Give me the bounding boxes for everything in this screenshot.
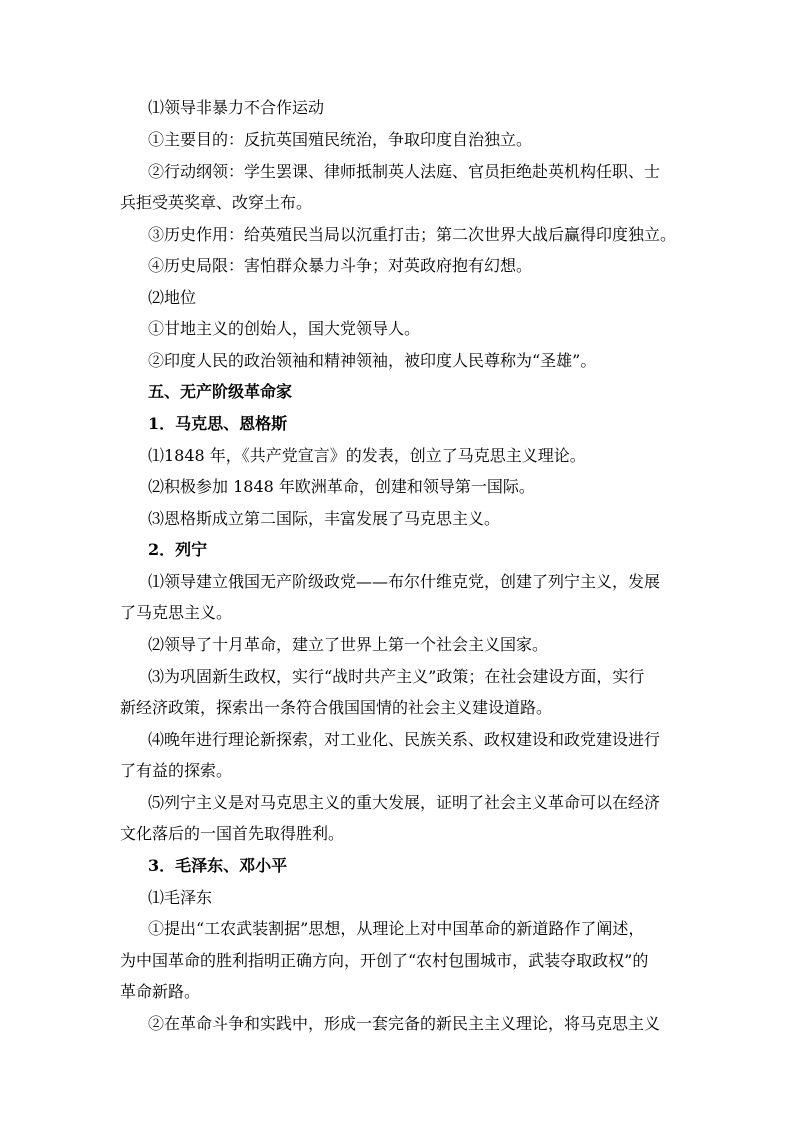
paragraph-line: 了有益的探索。 — [120, 761, 233, 780]
paragraph-line: 了马克思主义。 — [120, 603, 233, 622]
paragraph-line: ①甘地主义的创始人，国大党领导人。 — [148, 319, 421, 338]
paragraph-line: ①提出“工农武装割据”思想，从理论上对中国革命的新道路作了阐述， — [148, 919, 645, 938]
subheading-status: ⑵地位 — [148, 288, 197, 307]
paragraph-line: ⑷晚年进行理论新探索，对工业化、民族关系、政权建设和政党建设进行 — [148, 730, 661, 749]
subheading-mao: ⑴毛泽东 — [148, 888, 213, 907]
topic-heading: 3．毛泽东、邓小平 — [148, 856, 288, 875]
paragraph-line: ②印度人民的政治领袖和精神领袖，被印度人民尊称为“圣雄”。 — [148, 351, 597, 370]
paragraph-line: ①主要目的：反抗英国殖民统治，争取印度自治独立。 — [148, 130, 533, 149]
topic-heading: 1．马克思、恩格斯 — [148, 414, 288, 433]
paragraph-line: 文化落后的一国首先取得胜利。 — [120, 824, 345, 843]
paragraph-line: ⑴领导建立俄国无产阶级政党——布尔什维克党，创建了列宁主义，发展 — [148, 572, 661, 591]
paragraph-line: ⑵积极参加 1848 年欧洲革命，创建和领导第一国际。 — [148, 477, 535, 496]
paragraph-line: 兵拒受英奖章、改穿土布。 — [120, 193, 313, 212]
paragraph-line: 为中国革命的胜利指明正确方向，开创了“农村包围城市，武装夺取政权”的 — [120, 951, 649, 970]
paragraph-line: ③历史作用：给英殖民当局以沉重打击；第二次世界大战后赢得印度独立。 — [148, 225, 677, 244]
paragraph-line: ⑶为巩固新生政权，实行“战时共产主义”政策；在社会建设方面，实行 — [148, 667, 645, 686]
paragraph-line: ②在革命斗争和实践中，形成一套完备的新民主主义理论，将马克思主义 — [148, 1014, 661, 1033]
paragraph-line: 革命新路。 — [120, 982, 201, 1001]
paragraph-line: ⑵领导了十月革命，建立了世界上第一个社会主义国家。 — [148, 635, 549, 654]
paragraph-line: ②行动纲领：学生罢课、律师抵制英人法庭、官员拒绝赴英机构任职、士 — [148, 162, 661, 181]
paragraph-line: ⑸列宁主义是对马克思主义的重大发展，证明了社会主义革命可以在经济 — [148, 793, 661, 812]
paragraph-line: ④历史局限：害怕群众暴力斗争；对英政府抱有幻想。 — [148, 256, 533, 275]
paragraph-line: 新经济政策，探索出一条符合俄国国情的社会主义建设道路。 — [120, 698, 553, 717]
paragraph-line: ⑴1848 年，《共产党宣言》的发表，创立了马克思主义理论。 — [148, 446, 586, 465]
subheading-nonviolence: ⑴领导非暴力不合作运动 — [148, 98, 325, 117]
section-heading: 五、无产阶级革命家 — [148, 382, 293, 401]
paragraph-line: ⑶恩格斯成立第二国际，丰富发展了马克思主义。 — [148, 509, 501, 528]
topic-heading: 2．列宁 — [148, 540, 208, 559]
